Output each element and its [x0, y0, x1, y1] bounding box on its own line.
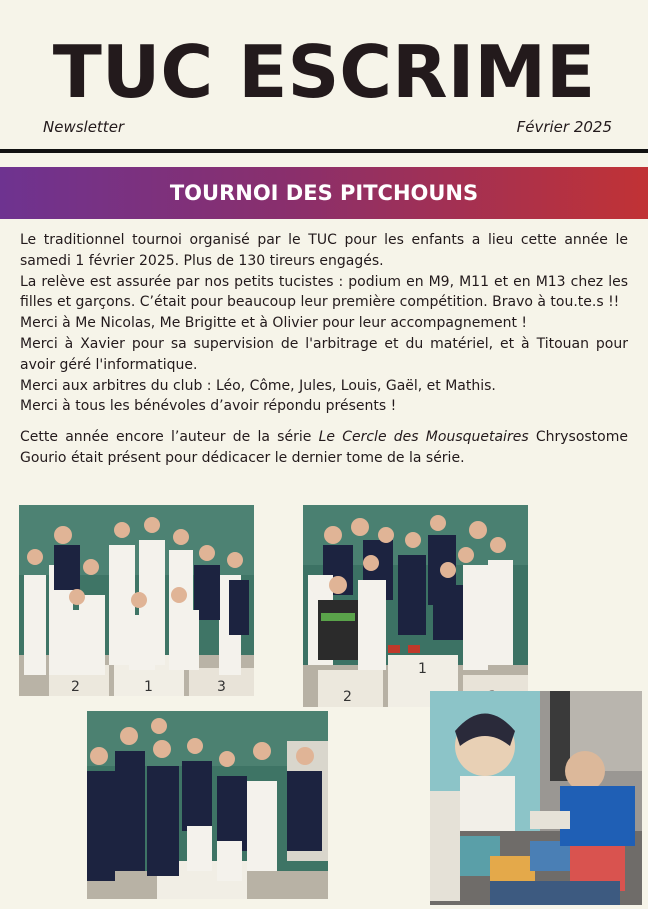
newsletter-title: TUC ESCRIME: [52, 30, 596, 114]
podium-number: 1: [418, 661, 427, 677]
section-title: TOURNOI DES PITCHOUNS: [169, 181, 479, 205]
text-fragment: Cette année encore l’auteur de la série: [20, 429, 319, 446]
article-paragraph: Merci à Me Nicolas, Me Brigitte et à Olivier pour leur accompagnement !: [20, 315, 528, 332]
podium-photo-1: [19, 505, 254, 696]
article-paragraph: La relève est assurée par nos petits tucistes : podium en M9, M11 et en M13 chez les filles et garçons. C’était pour beaucoup leur première compétition. Bravo à tou.te.s !!: [20, 273, 628, 311]
podium-number: 2: [343, 689, 352, 705]
text-fragment: Chrysostome Gourio était présent pour dédicacer le dernier tome de la série.: [20, 429, 628, 466]
article-paragraph: Le traditionnel tournoi organisé par le TUC pour les enfants a lieu cette année le samedi 1 février 2025. Plus de 130 tireurs engagés.: [20, 232, 628, 269]
book-series-title: Le Cercle des Mousquetaires: [318, 429, 529, 446]
article-paragraph-author: [20, 427, 628, 469]
article-body: [20, 230, 628, 469]
header-divider: [0, 149, 648, 153]
article-paragraph: Merci à tous les bénévoles d’avoir répondu présents !: [20, 398, 397, 415]
article-paragraph: Merci aux arbitres du club : Léo, Côme, Jules, Louis, Gaël, et Mathis.: [20, 377, 496, 394]
section-banner: [0, 167, 648, 219]
podium-photo-3: [87, 711, 328, 899]
podium-number: 3: [217, 679, 226, 695]
newsletter-label: Newsletter: [43, 118, 125, 136]
podium-number: 1: [144, 679, 153, 695]
article-paragraph: Merci à Xavier pour sa supervision de l'arbitrage et du matériel, et à Titouan pour avoir géré l'informatique.: [20, 335, 628, 373]
issue-date: Février 2025: [516, 118, 612, 136]
podium-photo-2: [303, 505, 528, 707]
author-signing-photo: [430, 691, 642, 905]
podium-number: 2: [71, 679, 80, 695]
